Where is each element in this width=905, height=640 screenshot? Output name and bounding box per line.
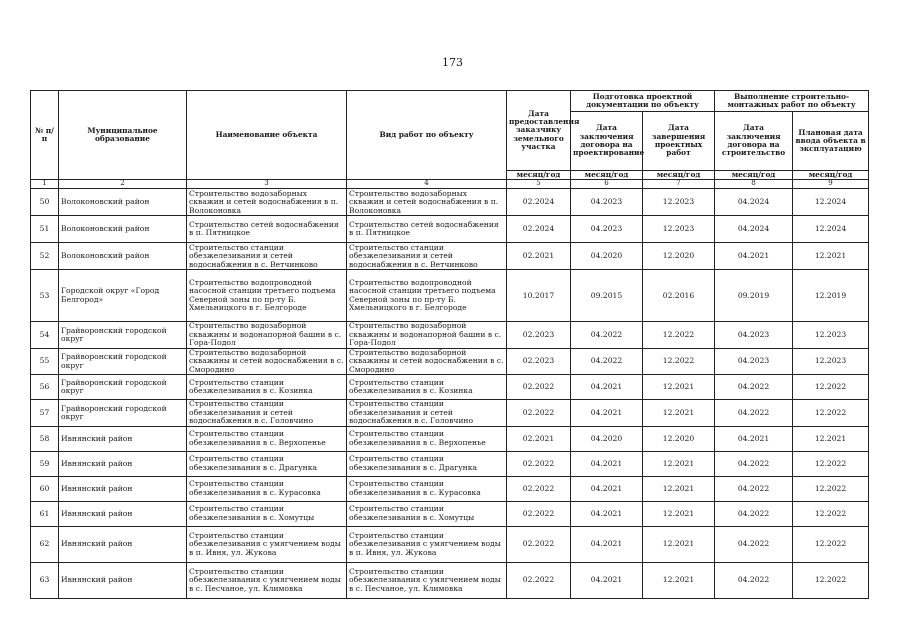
row-land-date: 02.2021 (507, 426, 571, 451)
row-num: 61 (31, 501, 59, 526)
row-object: Строительство водозаборной скважины и сетей водоснабжения в с. Смородино (187, 348, 347, 375)
row-build-contract: 04.2022 (715, 562, 793, 598)
row-num: 59 (31, 451, 59, 476)
row-work: Строительство станции обезжелезивания в с. Хомутцы (347, 501, 507, 526)
row-work: Строительство станции обезжелезивания и сетей водоснабжения в с. Головчино (347, 400, 507, 427)
unit-label: месяц/год (571, 171, 643, 180)
row-object: Строительство станции обезжелезивания в с. Козинка (187, 375, 347, 400)
row-design-contract: 04.2021 (571, 501, 643, 526)
row-land-date: 02.2022 (507, 526, 571, 562)
header-municipality: Муниципальное образование (59, 91, 187, 180)
table-row (31, 216, 869, 243)
row-design-end: 12.2021 (643, 451, 715, 476)
row-num: 56 (31, 375, 59, 400)
row-design-end: 12.2021 (643, 375, 715, 400)
row-planned: 12.2022 (793, 526, 869, 562)
row-object: Строительство водозаборной скважины и водонапорной башни в с. Гора-Подол (187, 322, 347, 349)
table-row (31, 348, 869, 375)
row-build-contract: 04.2024 (715, 216, 793, 243)
row-design-end: 12.2021 (643, 501, 715, 526)
row-work: Строительство водозаборных скважин и сетей водоснабжения в п. Волоконовка (347, 189, 507, 216)
row-design-contract: 04.2021 (571, 476, 643, 501)
row-design-end: 12.2022 (643, 322, 715, 349)
header-design-group: Подготовка проектной документации по объекту (571, 91, 715, 112)
row-design-end: 12.2020 (643, 243, 715, 270)
row-municipality: Грайворонский городской округ (59, 348, 187, 375)
row-num: 60 (31, 476, 59, 501)
row-build-contract: 04.2022 (715, 501, 793, 526)
row-municipality: Волоконовский район (59, 243, 187, 270)
column-number: 4 (347, 180, 507, 189)
row-object: Строительство сетей водоснабжения в п. Пятницкое (187, 216, 347, 243)
unit-label: месяц/год (793, 171, 869, 180)
row-land-date: 02.2024 (507, 189, 571, 216)
row-design-end: 12.2021 (643, 526, 715, 562)
row-planned: 12.2022 (793, 476, 869, 501)
table-row (31, 243, 869, 270)
row-build-contract: 04.2022 (715, 375, 793, 400)
row-land-date: 02.2022 (507, 451, 571, 476)
header-planned-date: Плановая дата ввода объекта в эксплуатацию (793, 112, 869, 171)
row-object: Строительство станции обезжелезивания и сетей водоснабжения в с. Ветчинково (187, 243, 347, 270)
header-design-completion: Дата завершения проектных работ (643, 112, 715, 171)
table-row (31, 451, 869, 476)
row-build-contract: 04.2024 (715, 189, 793, 216)
header-object-name: Наименование объекта (187, 91, 347, 180)
row-object: Строительство станции обезжелезивания в с. Хомутцы (187, 501, 347, 526)
column-number: 5 (507, 180, 571, 189)
page-number: 173 (442, 56, 463, 69)
row-planned: 12.2023 (793, 322, 869, 349)
row-work: Строительство станции обезжелезивания в с. Козинка (347, 375, 507, 400)
row-build-contract: 04.2022 (715, 526, 793, 562)
row-work: Строительство водозаборной скважины и сетей водоснабжения в с. Смородино (347, 348, 507, 375)
row-build-contract: 04.2023 (715, 348, 793, 375)
row-num: 51 (31, 216, 59, 243)
row-build-contract: 04.2023 (715, 322, 793, 349)
table-row (31, 189, 869, 216)
row-design-end: 12.2021 (643, 562, 715, 598)
row-object: Строительство станции обезжелезивания в с. Курасовка (187, 476, 347, 501)
table-row (31, 426, 869, 451)
row-municipality: Ивнянский район (59, 501, 187, 526)
row-num: 57 (31, 400, 59, 427)
row-num: 63 (31, 562, 59, 598)
row-build-contract: 04.2022 (715, 451, 793, 476)
table-row (31, 322, 869, 349)
row-design-contract: 04.2020 (571, 426, 643, 451)
row-build-contract: 04.2021 (715, 243, 793, 270)
table-row (31, 476, 869, 501)
row-work: Строительство станции обезжелезивания и сетей водоснабжения в с. Ветчинково (347, 243, 507, 270)
row-land-date: 02.2022 (507, 400, 571, 427)
row-design-contract: 04.2021 (571, 451, 643, 476)
row-land-date: 02.2022 (507, 375, 571, 400)
row-num: 55 (31, 348, 59, 375)
table-row (31, 501, 869, 526)
row-land-date: 02.2021 (507, 243, 571, 270)
row-municipality: Волоконовский район (59, 189, 187, 216)
row-planned: 12.2022 (793, 562, 869, 598)
header-land-date: Дата предоставления заказчику земельного участка (507, 91, 571, 171)
row-design-end: 02.2016 (643, 270, 715, 322)
row-num: 54 (31, 322, 59, 349)
row-build-contract: 04.2021 (715, 426, 793, 451)
row-design-end: 12.2021 (643, 400, 715, 427)
row-municipality: Ивнянский район (59, 562, 187, 598)
row-work: Строительство станции обезжелезивания с умягчением воды в с. Песчаное, ул. Климовка (347, 562, 507, 598)
row-design-contract: 04.2021 (571, 562, 643, 598)
row-planned: 12.2022 (793, 375, 869, 400)
row-object: Строительство станции обезжелезивания и сетей водоснабжения в с. Головчино (187, 400, 347, 427)
row-design-end: 12.2023 (643, 189, 715, 216)
unit-label: месяц/год (507, 171, 571, 180)
row-build-contract: 04.2022 (715, 476, 793, 501)
row-municipality: Ивнянский район (59, 526, 187, 562)
unit-label: месяц/год (715, 171, 793, 180)
row-design-contract: 04.2023 (571, 216, 643, 243)
row-planned: 12.2022 (793, 400, 869, 427)
column-number: 2 (59, 180, 187, 189)
table-row (31, 526, 869, 562)
column-number: 3 (187, 180, 347, 189)
row-object: Строительство станции обезжелезивания в с. Драгунка (187, 451, 347, 476)
header-work-type: Вид работ по объекту (347, 91, 507, 180)
row-object: Строительство станции обезжелезивания с умягчением воды в п. Ивня, ул. Жукова (187, 526, 347, 562)
row-num: 58 (31, 426, 59, 451)
row-num: 50 (31, 189, 59, 216)
row-work: Строительство водопроводной насосной станции третьего подъема Северной зоны по пр-ту Б. Хмельницкого в г. Белгороде (347, 270, 507, 322)
row-municipality: Грайворонский городской округ (59, 322, 187, 349)
row-planned: 12.2021 (793, 243, 869, 270)
row-municipality: Волоконовский район (59, 216, 187, 243)
column-number: 1 (31, 180, 59, 189)
row-planned: 12.2019 (793, 270, 869, 322)
row-planned: 12.2021 (793, 426, 869, 451)
row-land-date: 02.2023 (507, 348, 571, 375)
row-design-end: 12.2022 (643, 348, 715, 375)
table-row (31, 400, 869, 427)
row-design-contract: 04.2022 (571, 322, 643, 349)
row-planned: 12.2023 (793, 348, 869, 375)
row-work: Строительство станции обезжелезивания с умягчением воды в п. Ивня, ул. Жукова (347, 526, 507, 562)
table-row (31, 375, 869, 400)
row-municipality: Городской округ «Город Белгород» (59, 270, 187, 322)
row-land-date: 02.2022 (507, 476, 571, 501)
table-row (31, 270, 869, 322)
objects-table (30, 90, 869, 599)
row-land-date: 02.2024 (507, 216, 571, 243)
row-planned: 12.2024 (793, 189, 869, 216)
header-num: № п/п (31, 91, 59, 180)
row-object: Строительство водопроводной насосной станции третьего подъема Северной зоны по пр-ту Б. Хмельницкого в г. Белгороде (187, 270, 347, 322)
row-work: Строительство станции обезжелезивания в с. Курасовка (347, 476, 507, 501)
row-land-date: 02.2023 (507, 322, 571, 349)
row-design-contract: 04.2021 (571, 526, 643, 562)
column-number: 7 (643, 180, 715, 189)
row-design-contract: 04.2023 (571, 189, 643, 216)
header-construction-contract: Дата заключения договора на строительство (715, 112, 793, 171)
column-number: 6 (571, 180, 643, 189)
row-design-contract: 04.2021 (571, 375, 643, 400)
row-municipality: Ивнянский район (59, 426, 187, 451)
row-planned: 12.2022 (793, 451, 869, 476)
header-construction-group: Выполнение строительно-монтажных работ по объекту (715, 91, 869, 112)
row-work: Строительство водозаборной скважины и водонапорной башни в с. Гора-Подол (347, 322, 507, 349)
row-num: 62 (31, 526, 59, 562)
row-municipality: Грайворонский городской округ (59, 375, 187, 400)
header-design-contract: Дата заключения договора на проектирование (571, 112, 643, 171)
row-work: Строительство сетей водоснабжения в п. Пятницкое (347, 216, 507, 243)
row-object: Строительство водозаборных скважин и сетей водоснабжения в п. Волоконовка (187, 189, 347, 216)
row-design-end: 12.2020 (643, 426, 715, 451)
row-design-contract: 04.2021 (571, 400, 643, 427)
row-municipality: Ивнянский район (59, 451, 187, 476)
row-municipality: Ивнянский район (59, 476, 187, 501)
column-number: 9 (793, 180, 869, 189)
row-work: Строительство станции обезжелезивания в с. Верхопенье (347, 426, 507, 451)
row-object: Строительство станции обезжелезивания в с. Верхопенье (187, 426, 347, 451)
table-body (31, 189, 869, 599)
row-object: Строительство станции обезжелезивания с умягчением воды в с. Песчаное, ул. Климовка (187, 562, 347, 598)
row-design-end: 12.2021 (643, 476, 715, 501)
row-work: Строительство станции обезжелезивания в с. Драгунка (347, 451, 507, 476)
row-land-date: 02.2022 (507, 501, 571, 526)
row-design-contract: 09.2015 (571, 270, 643, 322)
row-design-end: 12.2023 (643, 216, 715, 243)
row-planned: 12.2024 (793, 216, 869, 243)
row-land-date: 02.2022 (507, 562, 571, 598)
row-municipality: Грайворонский городской округ (59, 400, 187, 427)
row-num: 52 (31, 243, 59, 270)
column-number: 8 (715, 180, 793, 189)
unit-label: месяц/год (643, 171, 715, 180)
row-planned: 12.2022 (793, 501, 869, 526)
row-land-date: 10.2017 (507, 270, 571, 322)
row-build-contract: 09.2019 (715, 270, 793, 322)
row-design-contract: 04.2020 (571, 243, 643, 270)
row-num: 53 (31, 270, 59, 322)
row-design-contract: 04.2022 (571, 348, 643, 375)
table-row (31, 562, 869, 598)
row-build-contract: 04.2022 (715, 400, 793, 427)
